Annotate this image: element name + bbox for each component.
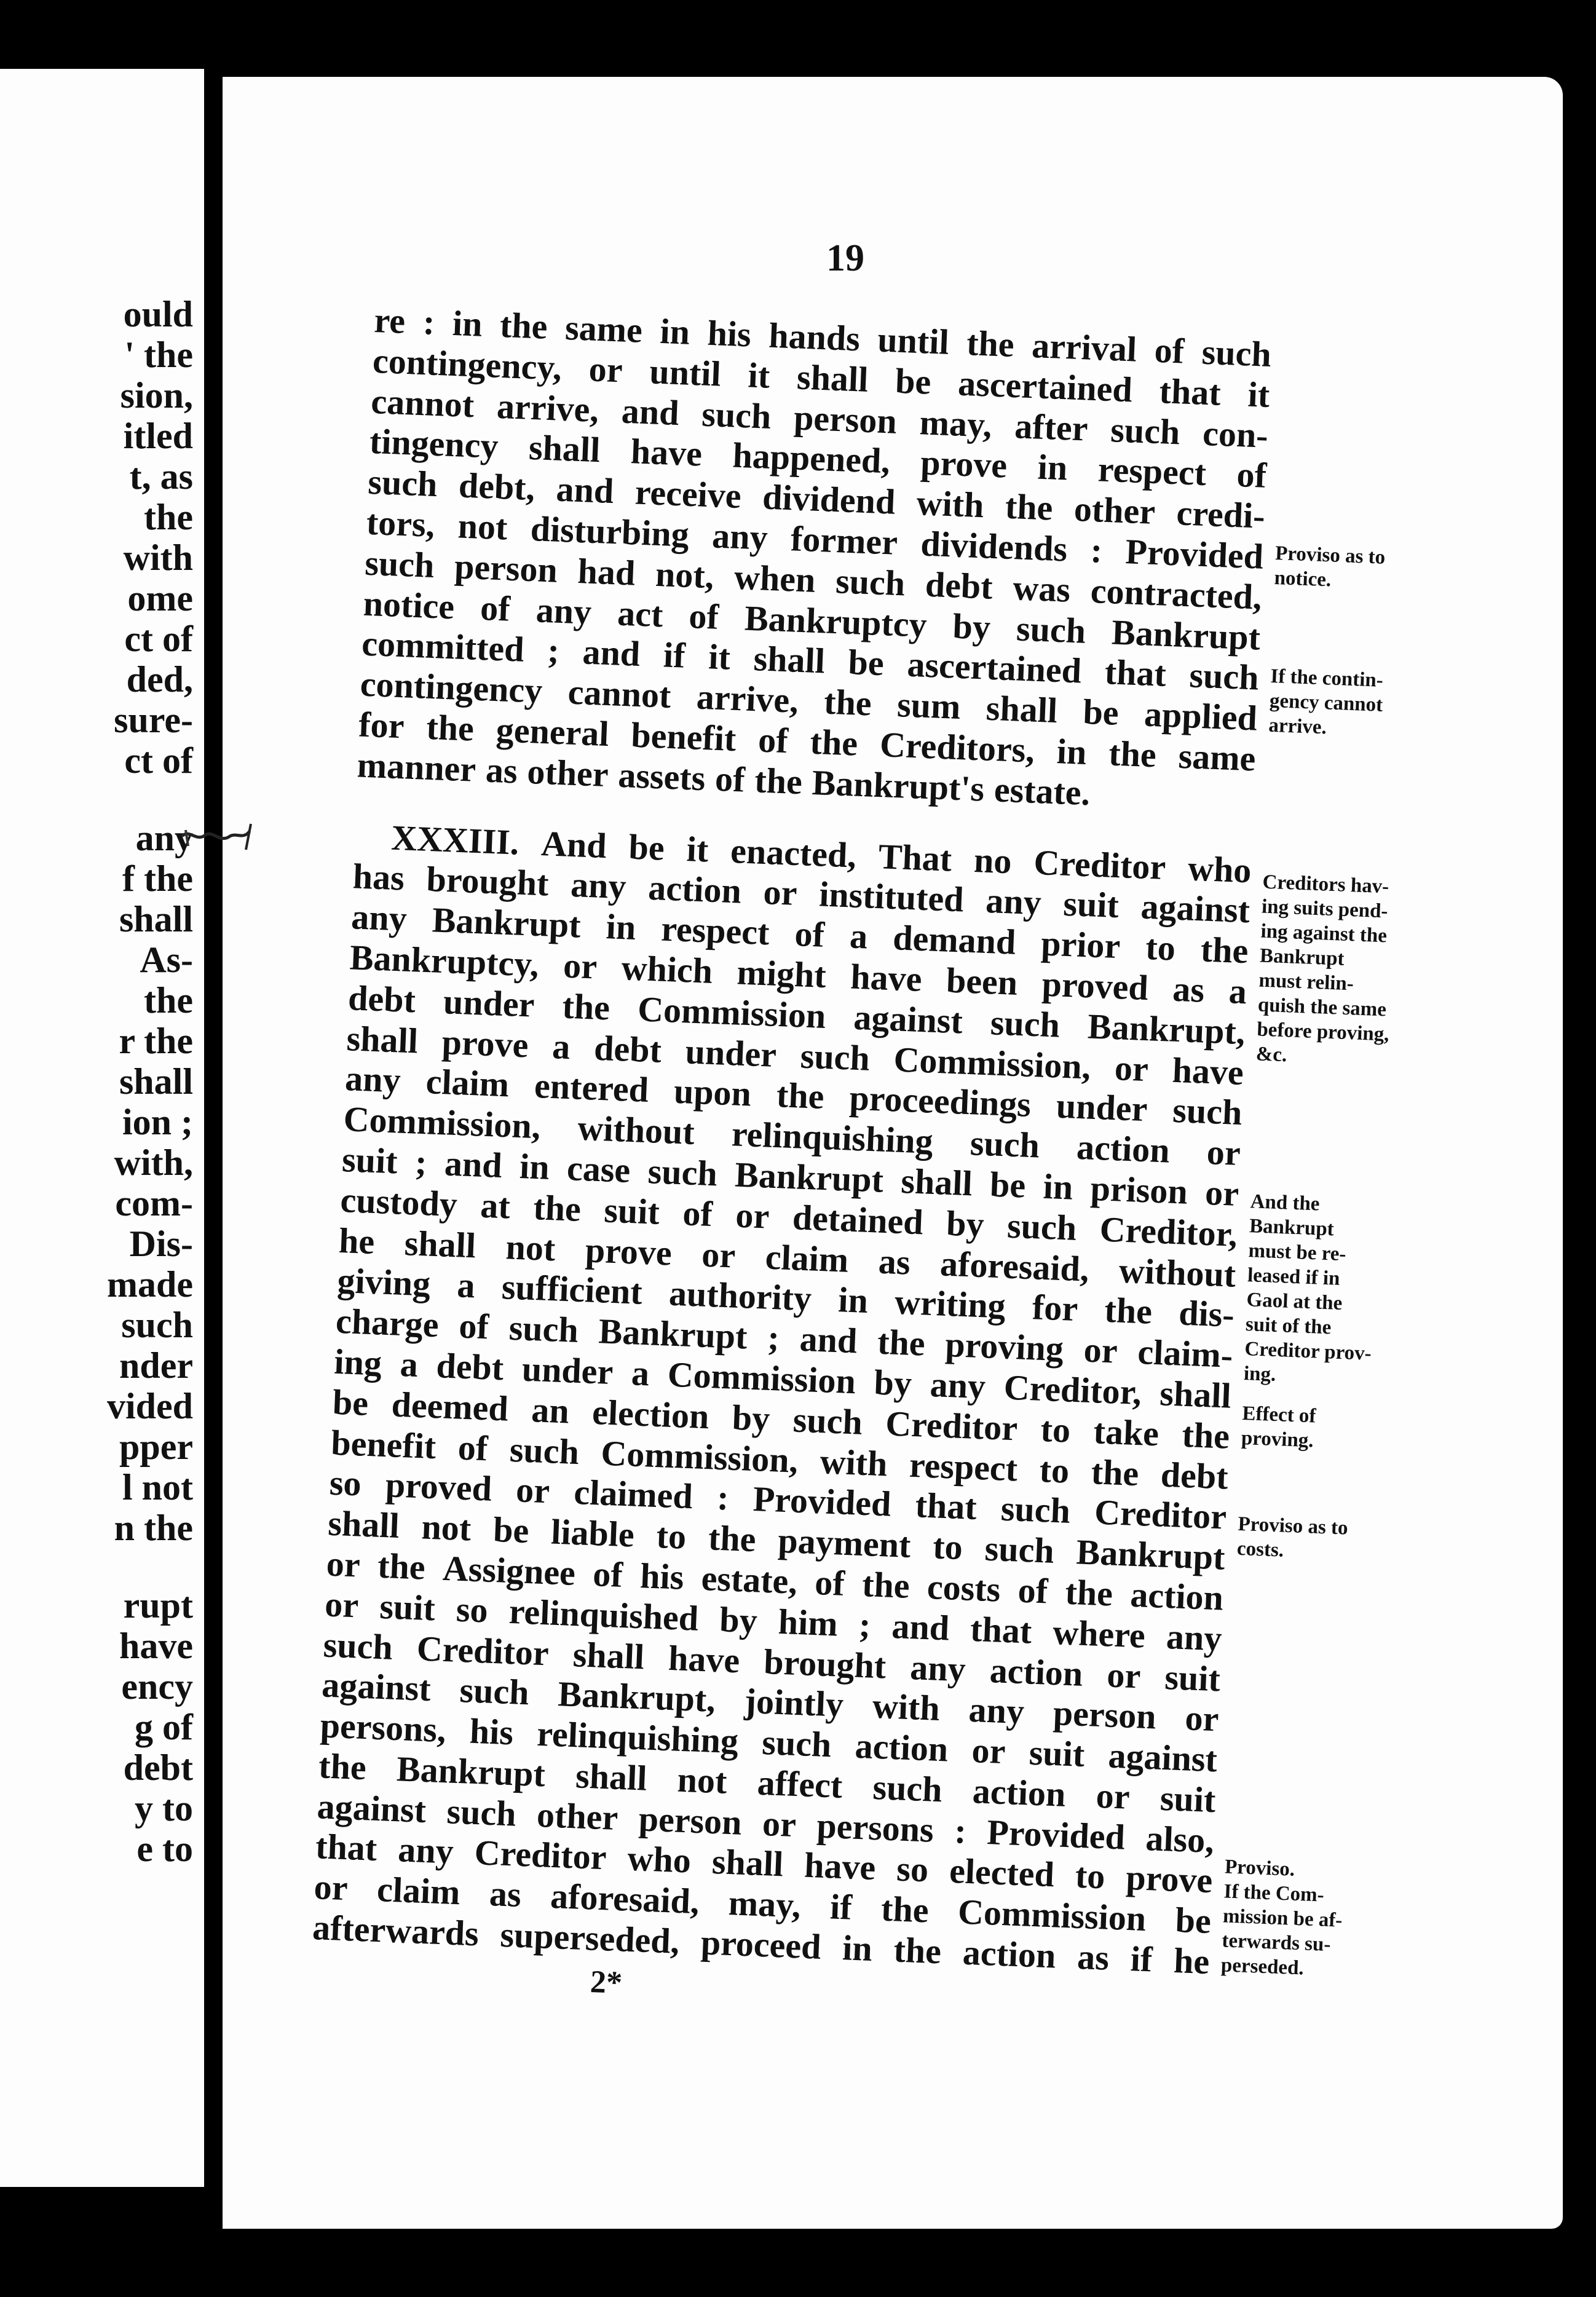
left-page-line: Dis-: [129, 1224, 193, 1264]
text-line: Commission, without relinquishing such action or: [342, 1099, 1241, 1174]
margin-note-line: costs.: [1236, 1537, 1284, 1562]
text-line: that any Creditor who shall have so elected to prove: [315, 1826, 1214, 1901]
text-line: cannot arrive, and such person may, after such con-: [370, 381, 1269, 456]
text-line: shall prove a debt under such Commission, or have: [346, 1018, 1245, 1093]
margin-note-line: ing.: [1243, 1362, 1276, 1386]
folio-signature: 2*: [589, 1964, 623, 2001]
left-facing-page: [0, 69, 204, 2187]
text-line: such Creditor shall have brought any action or suit: [322, 1624, 1222, 1699]
text-line: notice of any act of Bankruptcy by such Bankrupt: [362, 583, 1262, 658]
margin-note-line: Gaol at the: [1246, 1289, 1343, 1315]
text-line: ing a debt under a Commission by any Creditor, shall: [333, 1341, 1232, 1416]
left-page-line: ct of: [124, 740, 193, 781]
left-page-line: ome: [127, 578, 193, 619]
left-page-line: ct of: [124, 619, 193, 659]
text-line: committed ; and if it shall be ascertained that such: [361, 623, 1260, 698]
text-line: so proved or claimed : Provided that such Creditor: [328, 1462, 1228, 1537]
left-page-line: shall: [119, 899, 193, 939]
margin-note-line: If the Com-: [1223, 1880, 1325, 1907]
margin-note-line: quish the same: [1257, 994, 1387, 1021]
paragraph-2-section-xxxiii: [312, 816, 1252, 1982]
text-line: against such other person or persons : Provided also,: [316, 1785, 1215, 1860]
left-page-line: such: [121, 1305, 193, 1345]
text-line: contingency cannot arrive, the sum shall be applied: [359, 663, 1258, 738]
left-page-line: ency: [121, 1666, 193, 1707]
text-line: shall not be liable to the payment to such Bankrupt: [327, 1503, 1226, 1578]
text-line: or claim as aforesaid, may, if the Commission be: [313, 1867, 1212, 1942]
margin-note-line: leased if in: [1247, 1264, 1341, 1290]
left-page-line: f the: [122, 858, 193, 899]
margin-note-line: Bankrupt: [1259, 944, 1345, 970]
text-line: contingency, or until it shall be ascertained that it: [371, 340, 1271, 415]
margin-note-line: gency cannot: [1269, 689, 1383, 716]
text-line: benefit of such Commission, with respect to the debt: [330, 1422, 1229, 1497]
paragraph-1: [357, 300, 1272, 820]
margin-note-line: mission be af-: [1222, 1905, 1343, 1932]
margin-note-line: If the contin-: [1270, 665, 1384, 692]
margin-note-line: proving.: [1241, 1426, 1314, 1452]
left-page-line: g of: [135, 1707, 193, 1747]
left-page-line: with: [123, 537, 193, 578]
margin-note-line: Proviso.: [1224, 1856, 1295, 1881]
text-line: debt under the Commission against such Bankrupt,: [347, 977, 1246, 1052]
page-number: 19: [826, 237, 864, 279]
book-gutter: [215, 77, 223, 2201]
left-page-line: e to: [136, 1829, 193, 1869]
left-page-line: any: [135, 818, 193, 858]
margin-note-line: before proving,: [1256, 1018, 1390, 1046]
margin-note-proviso-costs: [1236, 1512, 1348, 1565]
left-page-line: debt: [123, 1747, 193, 1788]
text-line: custody at the suit of or detained by such Creditor,: [339, 1179, 1238, 1254]
text-line: the Bankrupt shall not affect such action or suit: [318, 1745, 1217, 1821]
margin-note-bankrupt-released: [1243, 1189, 1377, 1391]
left-page-line: the: [144, 497, 193, 537]
text-line: be deemed an election by such Creditor to take the: [331, 1382, 1231, 1457]
left-page-line: ould: [123, 294, 193, 334]
text-line: against such Bankrupt, jointly with any person or: [321, 1664, 1220, 1739]
left-page-line: the: [144, 980, 193, 1021]
left-page-line: shall: [119, 1061, 193, 1102]
margin-note-proviso-superseded: [1220, 1854, 1345, 1982]
margin-note-line: ing suits pend-: [1261, 895, 1389, 923]
margin-note-line: Effect of: [1241, 1402, 1317, 1428]
left-page-line: itled: [123, 416, 193, 456]
text-line: persons, his relinquishing such action or suit against: [319, 1705, 1219, 1780]
text-line: manner as other assets of the Bankrupt's estate.: [356, 745, 1091, 813]
text-line: for the general benefit of the Creditors, in the same: [358, 704, 1257, 779]
left-page-line: com-: [115, 1183, 193, 1224]
page-body: [312, 300, 1272, 1982]
margin-note-line: ing against the: [1260, 920, 1388, 947]
margin-note-line: must be re-: [1247, 1239, 1347, 1266]
margin-note-line: suit of the: [1245, 1313, 1332, 1339]
left-page-line: ' the: [124, 334, 193, 375]
text-line: he shall not prove or claim as aforesaid, without: [338, 1220, 1237, 1295]
left-page-line: r the: [119, 1021, 193, 1061]
margin-note-contingency: [1268, 664, 1385, 742]
margin-note-effect-proving: [1241, 1401, 1316, 1453]
text-line: any claim entered upon the proceedings under such: [344, 1058, 1243, 1133]
ink-smudge: [177, 818, 263, 855]
text-line: any Bankrupt in respect of a demand prior to the: [350, 896, 1249, 971]
left-page-line: have: [119, 1626, 193, 1666]
text-line: such person had not, when such debt was contracted,: [364, 542, 1263, 617]
text-line: afterwards superseded, proceed in the action as if he: [312, 1907, 1211, 1982]
text-line: has brought any action or instituted any suit against: [352, 856, 1251, 931]
margin-note-line: arrive.: [1268, 714, 1327, 739]
margin-note-line: &c.: [1255, 1043, 1287, 1067]
margin-note-line: Proviso as to: [1274, 542, 1386, 569]
left-page-line: ded,: [126, 659, 193, 700]
text-line: Bankruptcy, or which might have been proved as a: [349, 937, 1248, 1012]
left-page-line: t, as: [129, 456, 193, 497]
margin-note-proviso-notice: [1274, 541, 1386, 595]
text-line: such debt, and receive dividend with the other credi-: [367, 461, 1266, 536]
margin-note-line: notice.: [1274, 566, 1332, 591]
text-line: tingency shall have happened, prove in respect of: [368, 421, 1268, 496]
left-page-text: [0, 294, 193, 1869]
left-page-line: made: [107, 1264, 193, 1305]
margin-note-line: Creditors hav-: [1262, 871, 1389, 898]
left-page-line: l not: [122, 1467, 193, 1508]
text-line: or suit so relinquished by him ; and that where any: [324, 1584, 1223, 1659]
margin-note-line: Proviso as to: [1237, 1512, 1349, 1540]
text-line: suit ; and in case such Bankrupt shall be in prison or: [341, 1139, 1240, 1214]
text-line: or the Assignee of his estate, of the costs of the action: [325, 1543, 1225, 1618]
text-line: re : in the same in his hands until the arrival of such: [373, 300, 1272, 374]
text-line: tors, not disturbing any former dividends : Provided: [365, 502, 1265, 577]
left-page-line: with,: [114, 1142, 193, 1183]
left-page-line: pper: [119, 1426, 193, 1467]
text-line: charge of such Bankrupt ; and the proving or claim-: [334, 1300, 1234, 1375]
left-page-line: n the: [114, 1508, 193, 1548]
margin-note-line: Creditor prov-: [1244, 1338, 1372, 1365]
left-page-line: rupt: [123, 1585, 193, 1626]
margin-note-line: must relin-: [1258, 969, 1354, 995]
text-line: XXXIII. And be it enacted, That no Creditor who: [390, 817, 1252, 890]
text-line: giving a sufficient authority in writing for the dis-: [336, 1260, 1235, 1335]
left-page-line: As-: [140, 939, 193, 980]
margin-note-line: terwards su-: [1221, 1929, 1332, 1956]
left-page-line: y to: [135, 1788, 193, 1829]
margin-note-line: perseded.: [1220, 1954, 1305, 1980]
margin-note-creditors-suits: [1255, 870, 1395, 1072]
left-page-line: nder: [119, 1345, 193, 1386]
margin-note-line: Bankrupt: [1249, 1215, 1335, 1241]
left-page-line: sion,: [120, 375, 193, 416]
margin-note-line: And the: [1250, 1190, 1321, 1216]
left-page-line: sure-: [114, 700, 193, 740]
left-page-line: vided: [106, 1386, 193, 1426]
left-page-line: ion ;: [122, 1102, 193, 1142]
